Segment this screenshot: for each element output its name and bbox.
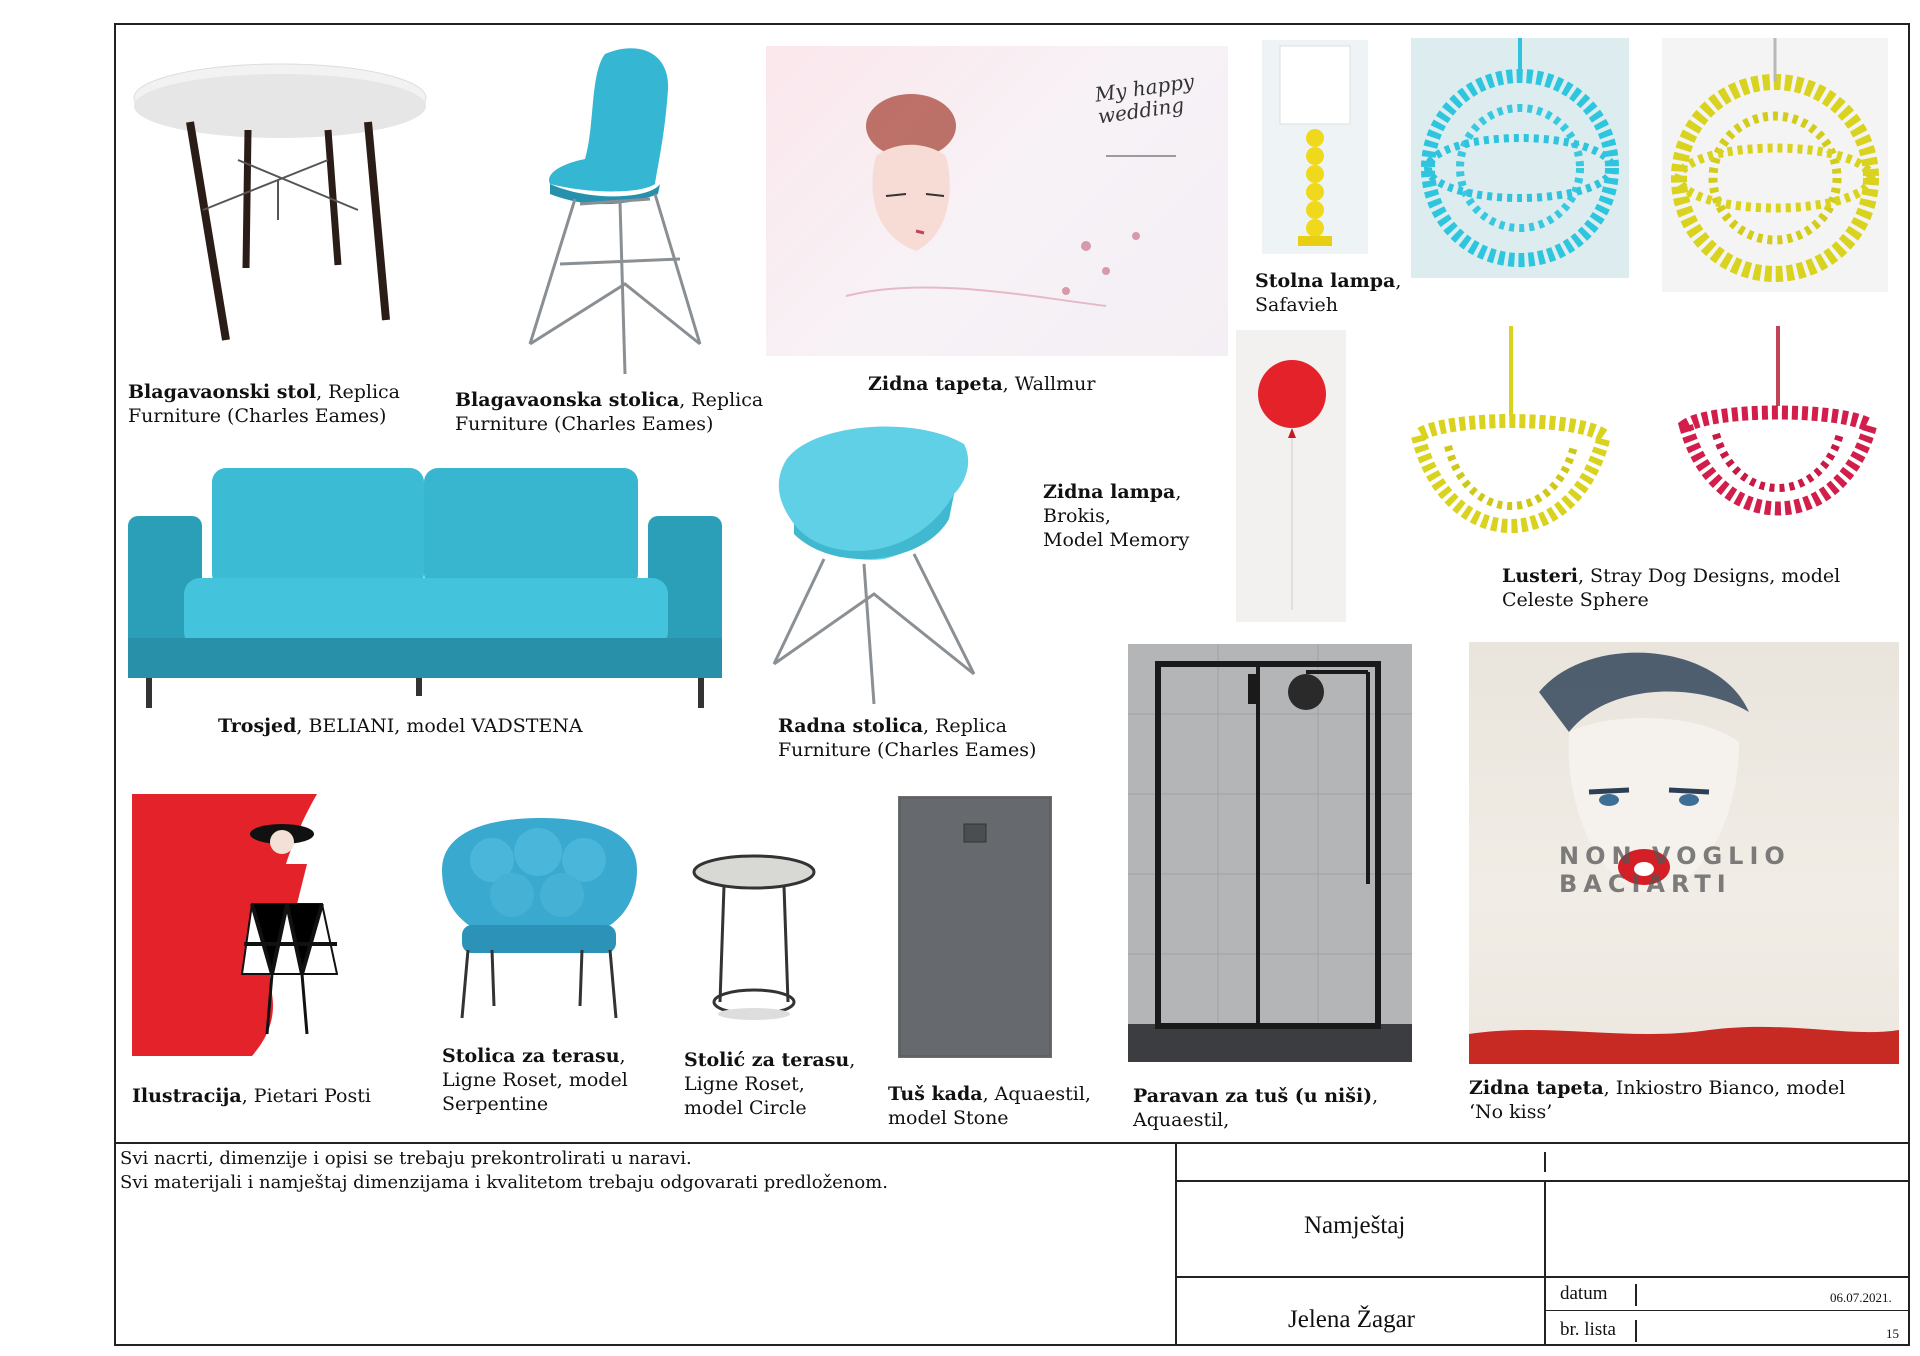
dining-chair-caption: Blagavaonska stolica, Replica Furniture (Charles Eames) (455, 389, 764, 435)
date-label: datum (1560, 1283, 1608, 1304)
work-chair-image (764, 424, 986, 706)
chandelier-turquoise-image (1411, 38, 1629, 278)
chandelier-yellow-image (1662, 38, 1888, 292)
date-value: 06.07.2021. (1830, 1290, 1892, 1305)
note-line-1: Svi nacrti, dimenzije i opisi se trebaju prekontrolirati u naravi. (120, 1148, 692, 1169)
date-tick (1635, 1284, 1637, 1306)
terrace-table-image (690, 852, 818, 1030)
wallpaper-script-text: My happy wedding (1093, 68, 1196, 129)
sheet-number-value: 15 (1886, 1326, 1899, 1341)
wallpaper-no-kiss-image (1469, 642, 1899, 1064)
terrace-chair-image (432, 810, 646, 1020)
shower-tray-image (898, 796, 1052, 1058)
table-lamp-caption: Stolna lampa, Safavieh (1255, 270, 1402, 316)
wallpaper-wallmur-image (766, 46, 1228, 356)
wall-lamp-caption: Zidna lampa, Brokis, Model Memory (1043, 481, 1190, 551)
dining-table-caption: Blagavaonski stol, Replica Furniture (Charles Eames) (128, 381, 401, 427)
sheet-title: Namještaj (1304, 1212, 1406, 1239)
chandelier-red-bowl-image (1676, 326, 1880, 534)
title-block-divider (1544, 1180, 1546, 1346)
shower-screen-caption: Paravan za tuš (u niši), Aquaestil, (1133, 1085, 1379, 1131)
sheet-number-label: br. lista (1560, 1319, 1616, 1340)
shower-screen-image (1128, 644, 1412, 1062)
title-block (1175, 1142, 1910, 1346)
illustration-image (132, 794, 338, 1058)
author-name: Jelena Žagar (1288, 1306, 1416, 1333)
terrace-chair-caption: Stolica za terasu, Ligne Roset, model Serpentine (442, 1045, 628, 1115)
sofa-caption: Trosjed, BELIANI, model VADSTENA (218, 715, 583, 737)
chandeliers-caption: Lusteri, Stray Dog Designs, model Celeste Sphere (1502, 565, 1841, 611)
wallpaper-no-kiss-caption: Zidna tapeta, Inkiostro Bianco, model ‘No kiss’ (1469, 1077, 1846, 1123)
chandelier-yellow-bowl-image (1408, 326, 1614, 556)
title-block-row-mid (1175, 1276, 1910, 1278)
no-kiss-art-text: NON VOGLIO BACIARTI (1559, 842, 1791, 898)
title-block-top-tick (1544, 1152, 1546, 1172)
dining-table-image (128, 50, 428, 350)
shower-tray-caption: Tuš kada, Aquaestil, model Stone (888, 1083, 1091, 1129)
title-block-row-top (1175, 1180, 1910, 1182)
title-block-row-date (1544, 1310, 1910, 1311)
dining-chair-image (490, 44, 730, 384)
sofa-image (128, 468, 722, 714)
work-chair-caption: Radna stolica, Replica Furniture (Charles Eames) (778, 715, 1037, 761)
illustration-caption: Ilustracija, Pietari Posti (132, 1085, 371, 1107)
table-lamp-image (1262, 40, 1368, 254)
note-line-2: Svi materijali i namještaj dimenzijama i kvalitetom trebaju odgovarati predloženom. (120, 1172, 888, 1193)
wall-lamp-image (1236, 330, 1346, 622)
terrace-table-caption: Stolić za terasu, Ligne Roset, model Circle (684, 1049, 856, 1119)
wallpaper-wallmur-caption: Zidna tapeta, Wallmur (868, 373, 1096, 395)
notes-box (114, 1142, 1175, 1346)
sheet-tick (1635, 1320, 1637, 1342)
